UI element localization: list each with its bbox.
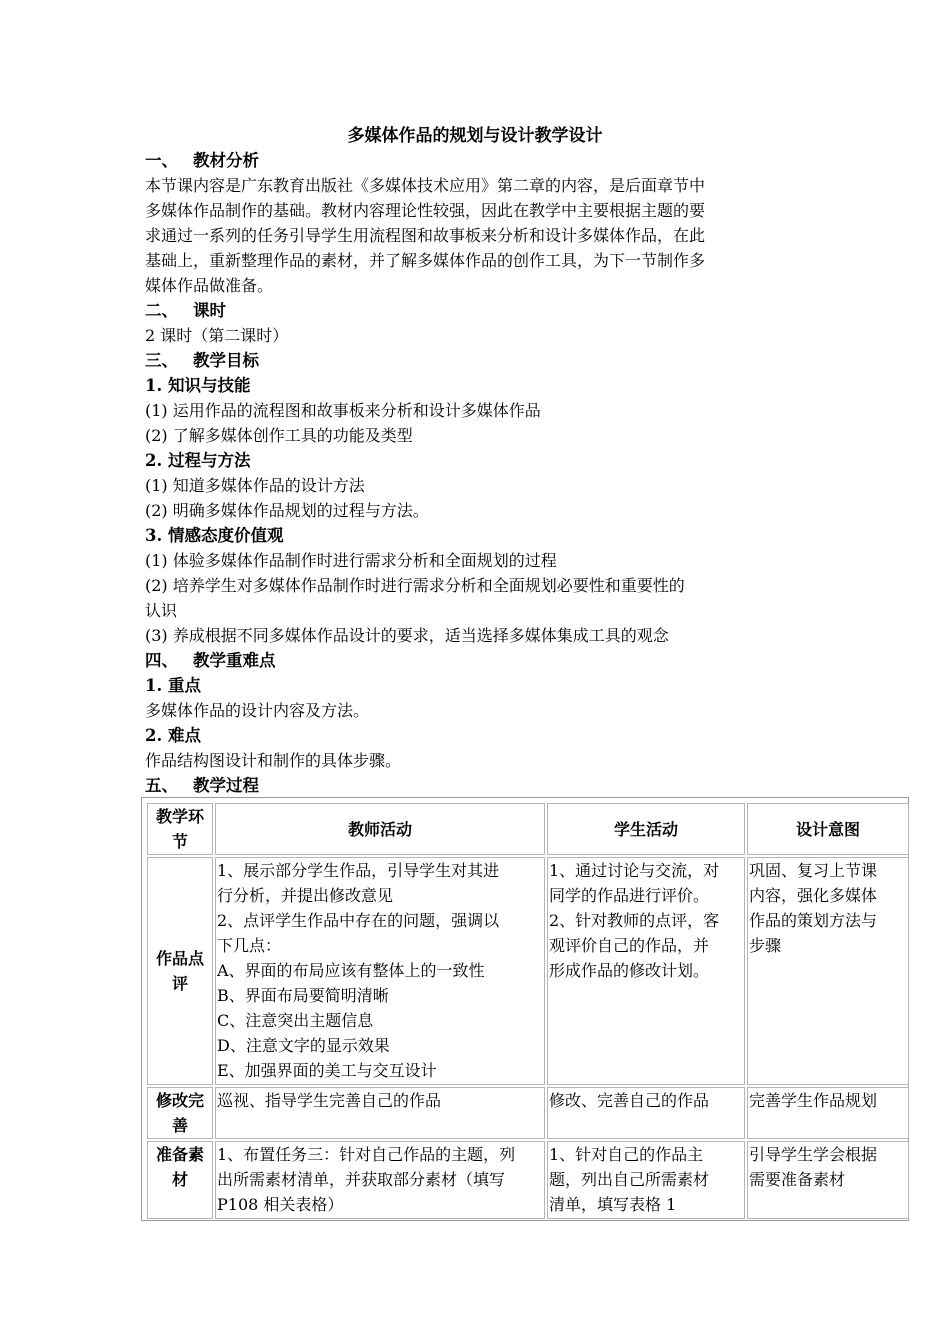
list-item: (1) 运用作品的流程图和故事板来分析和设计多媒体作品 — [145, 401, 541, 420]
section-title: 教材分析 — [193, 151, 259, 170]
header-cell-teacher: 教师活动 — [215, 803, 545, 855]
list-item: (2) 了解多媒体创作工具的功能及类型 — [145, 426, 413, 445]
paragraph-line: 求通过一系列的任务引导学生用流程图和故事板来分析和设计多媒体作品，在此 — [145, 226, 706, 245]
teacher-cell — [215, 857, 545, 1085]
section-number: 四、 — [145, 651, 178, 670]
cell-line: 行分析，并提出修改意见 — [217, 886, 394, 905]
teaching-process-table — [141, 797, 909, 1221]
subheading-difficulty: 2. 难点 — [145, 726, 201, 745]
table-row — [147, 1087, 909, 1139]
stage-line: 准备素 — [155, 1145, 204, 1164]
cell-line: B、界面布局要简明清晰 — [217, 986, 389, 1005]
stage-line: 善 — [171, 1116, 188, 1135]
cell-line: 出所需素材清单，并获取部分素材（填写 — [217, 1170, 506, 1189]
paragraph-line: 多媒体作品制作的基础。教材内容理论性较强，因此在教学中主要根据主题的要 — [145, 201, 706, 220]
section-heading-4 — [145, 648, 815, 673]
intent-cell — [747, 1141, 909, 1219]
header-cell-intent: 设计意图 — [747, 803, 909, 855]
stage-cell — [147, 1087, 213, 1139]
stage-cell — [147, 857, 213, 1085]
section-title: 教学重难点 — [193, 651, 276, 670]
cell-line: 题，列出自己所需素材 — [549, 1170, 710, 1189]
cell-line: C、注意突出主题信息 — [217, 1011, 374, 1030]
cell-line: 巩固、复习上节课 — [749, 861, 878, 880]
cell-line: 2、针对教师的点评，客 — [549, 911, 720, 930]
cell-line: 需要准备素材 — [749, 1170, 846, 1189]
cell-line: 步骤 — [749, 936, 782, 955]
list-item: (1) 体验多媒体作品制作时进行需求分析和全面规划的过程 — [145, 551, 557, 570]
cell-line: P108 相关表格） — [217, 1195, 344, 1214]
intent-cell — [747, 857, 909, 1085]
cell-line: 形成作品的修改计划。 — [549, 961, 710, 980]
list-item: (1) 知道多媒体作品的设计方法 — [145, 476, 365, 495]
section-title: 教学目标 — [193, 351, 259, 370]
section-number: 三、 — [145, 351, 178, 370]
stage-line: 材 — [171, 1170, 188, 1189]
stage-line: 评 — [171, 974, 188, 993]
header-line: 节 — [171, 832, 188, 851]
student-cell — [547, 1087, 745, 1139]
section-heading-5 — [145, 773, 815, 798]
document-body — [145, 148, 815, 798]
list-item: (3) 养成根据不同多媒体作品设计的要求，适当选择多媒体集成工具的观念 — [145, 626, 669, 645]
cell-line: 下几点： — [217, 936, 282, 955]
header-cell-stage — [147, 803, 213, 855]
stage-line: 作品点 — [155, 949, 204, 968]
subheading-key-point: 1. 重点 — [145, 676, 201, 695]
table-header-row — [147, 803, 909, 855]
header-cell-student: 学生活动 — [547, 803, 745, 855]
difficulty-text: 作品结构图设计和制作的具体步骤。 — [145, 751, 402, 770]
teacher-cell — [215, 1141, 545, 1219]
teacher-cell — [215, 1087, 545, 1139]
cell-line: 修改、完善自己的作品 — [549, 1091, 710, 1110]
section-number: 二、 — [145, 301, 178, 320]
cell-line: 完善学生作品规划 — [749, 1091, 878, 1110]
header-line: 教学环 — [155, 807, 204, 826]
section-title: 课时 — [193, 301, 226, 320]
section-title: 教学过程 — [193, 776, 259, 795]
stage-line: 修改完 — [155, 1091, 204, 1110]
subheading-process: 2. 过程与方法 — [145, 451, 251, 470]
document-title: 多媒体作品的规划与设计教学设计 — [347, 126, 603, 146]
section-1-paragraph — [145, 173, 815, 298]
section-number: 一、 — [145, 151, 178, 170]
section-heading-3 — [145, 348, 815, 373]
cell-line: 2、点评学生作品中存在的问题，强调以 — [217, 911, 500, 930]
table-row — [147, 857, 909, 1085]
list-item: (2) 培养学生对多媒体作品制作时进行需求分析和全面规划必要性和重要性的 — [145, 576, 685, 595]
cell-line: A、界面的布局应该有整体上的一致性 — [217, 961, 485, 980]
cell-line: E、加强界面的美工与交互设计 — [217, 1061, 437, 1080]
cell-line: 1、展示部分学生作品，引导学生对其进 — [217, 861, 500, 880]
paragraph-line: 基础上，重新整理作品的素材，并了解多媒体作品的创作工具，为下一节制作多 — [145, 251, 706, 270]
section-heading-2 — [145, 298, 815, 323]
cell-line: 引导学生学会根据 — [749, 1145, 878, 1164]
cell-line: 作品的策划方法与 — [749, 911, 878, 930]
subheading-attitude: 3. 情感态度价值观 — [145, 526, 284, 545]
table — [145, 801, 911, 1221]
subheading-knowledge: 1. 知识与技能 — [145, 376, 251, 395]
cell-line: 清单，填写表格 1 — [549, 1195, 677, 1214]
cell-line: 1、通过讨论与交流，对 — [549, 861, 720, 880]
list-item: (2) 明确多媒体作品规划的过程与方法。 — [145, 501, 429, 520]
paragraph-line: 本节课内容是广东教育出版社《多媒体技术应用》第二章的内容，是后面章节中 — [145, 176, 706, 195]
paragraph-line: 媒体作品做准备。 — [145, 276, 274, 295]
section-2-text: 2 课时（第二课时） — [145, 326, 289, 345]
table-row — [147, 1141, 909, 1219]
cell-line: D、注意文字的显示效果 — [217, 1036, 390, 1055]
key-point-text: 多媒体作品的设计内容及方法。 — [145, 701, 370, 720]
cell-line: 1、针对自己的作品主 — [549, 1145, 704, 1164]
stage-cell — [147, 1141, 213, 1219]
cell-line: 巡视、指导学生完善自己的作品 — [217, 1091, 442, 1110]
cell-line: 内容，强化多媒体 — [749, 886, 878, 905]
student-cell — [547, 857, 745, 1085]
cell-line: 1、布置任务三：针对自己作品的主题，列 — [217, 1145, 516, 1164]
section-heading-1 — [145, 148, 815, 173]
intent-cell — [747, 1087, 909, 1139]
section-number: 五、 — [145, 776, 178, 795]
student-cell — [547, 1141, 745, 1219]
cell-line: 观评价自己的作品，并 — [549, 936, 710, 955]
cell-line: 同学的作品进行评价。 — [549, 886, 710, 905]
list-item: 认识 — [145, 601, 178, 620]
